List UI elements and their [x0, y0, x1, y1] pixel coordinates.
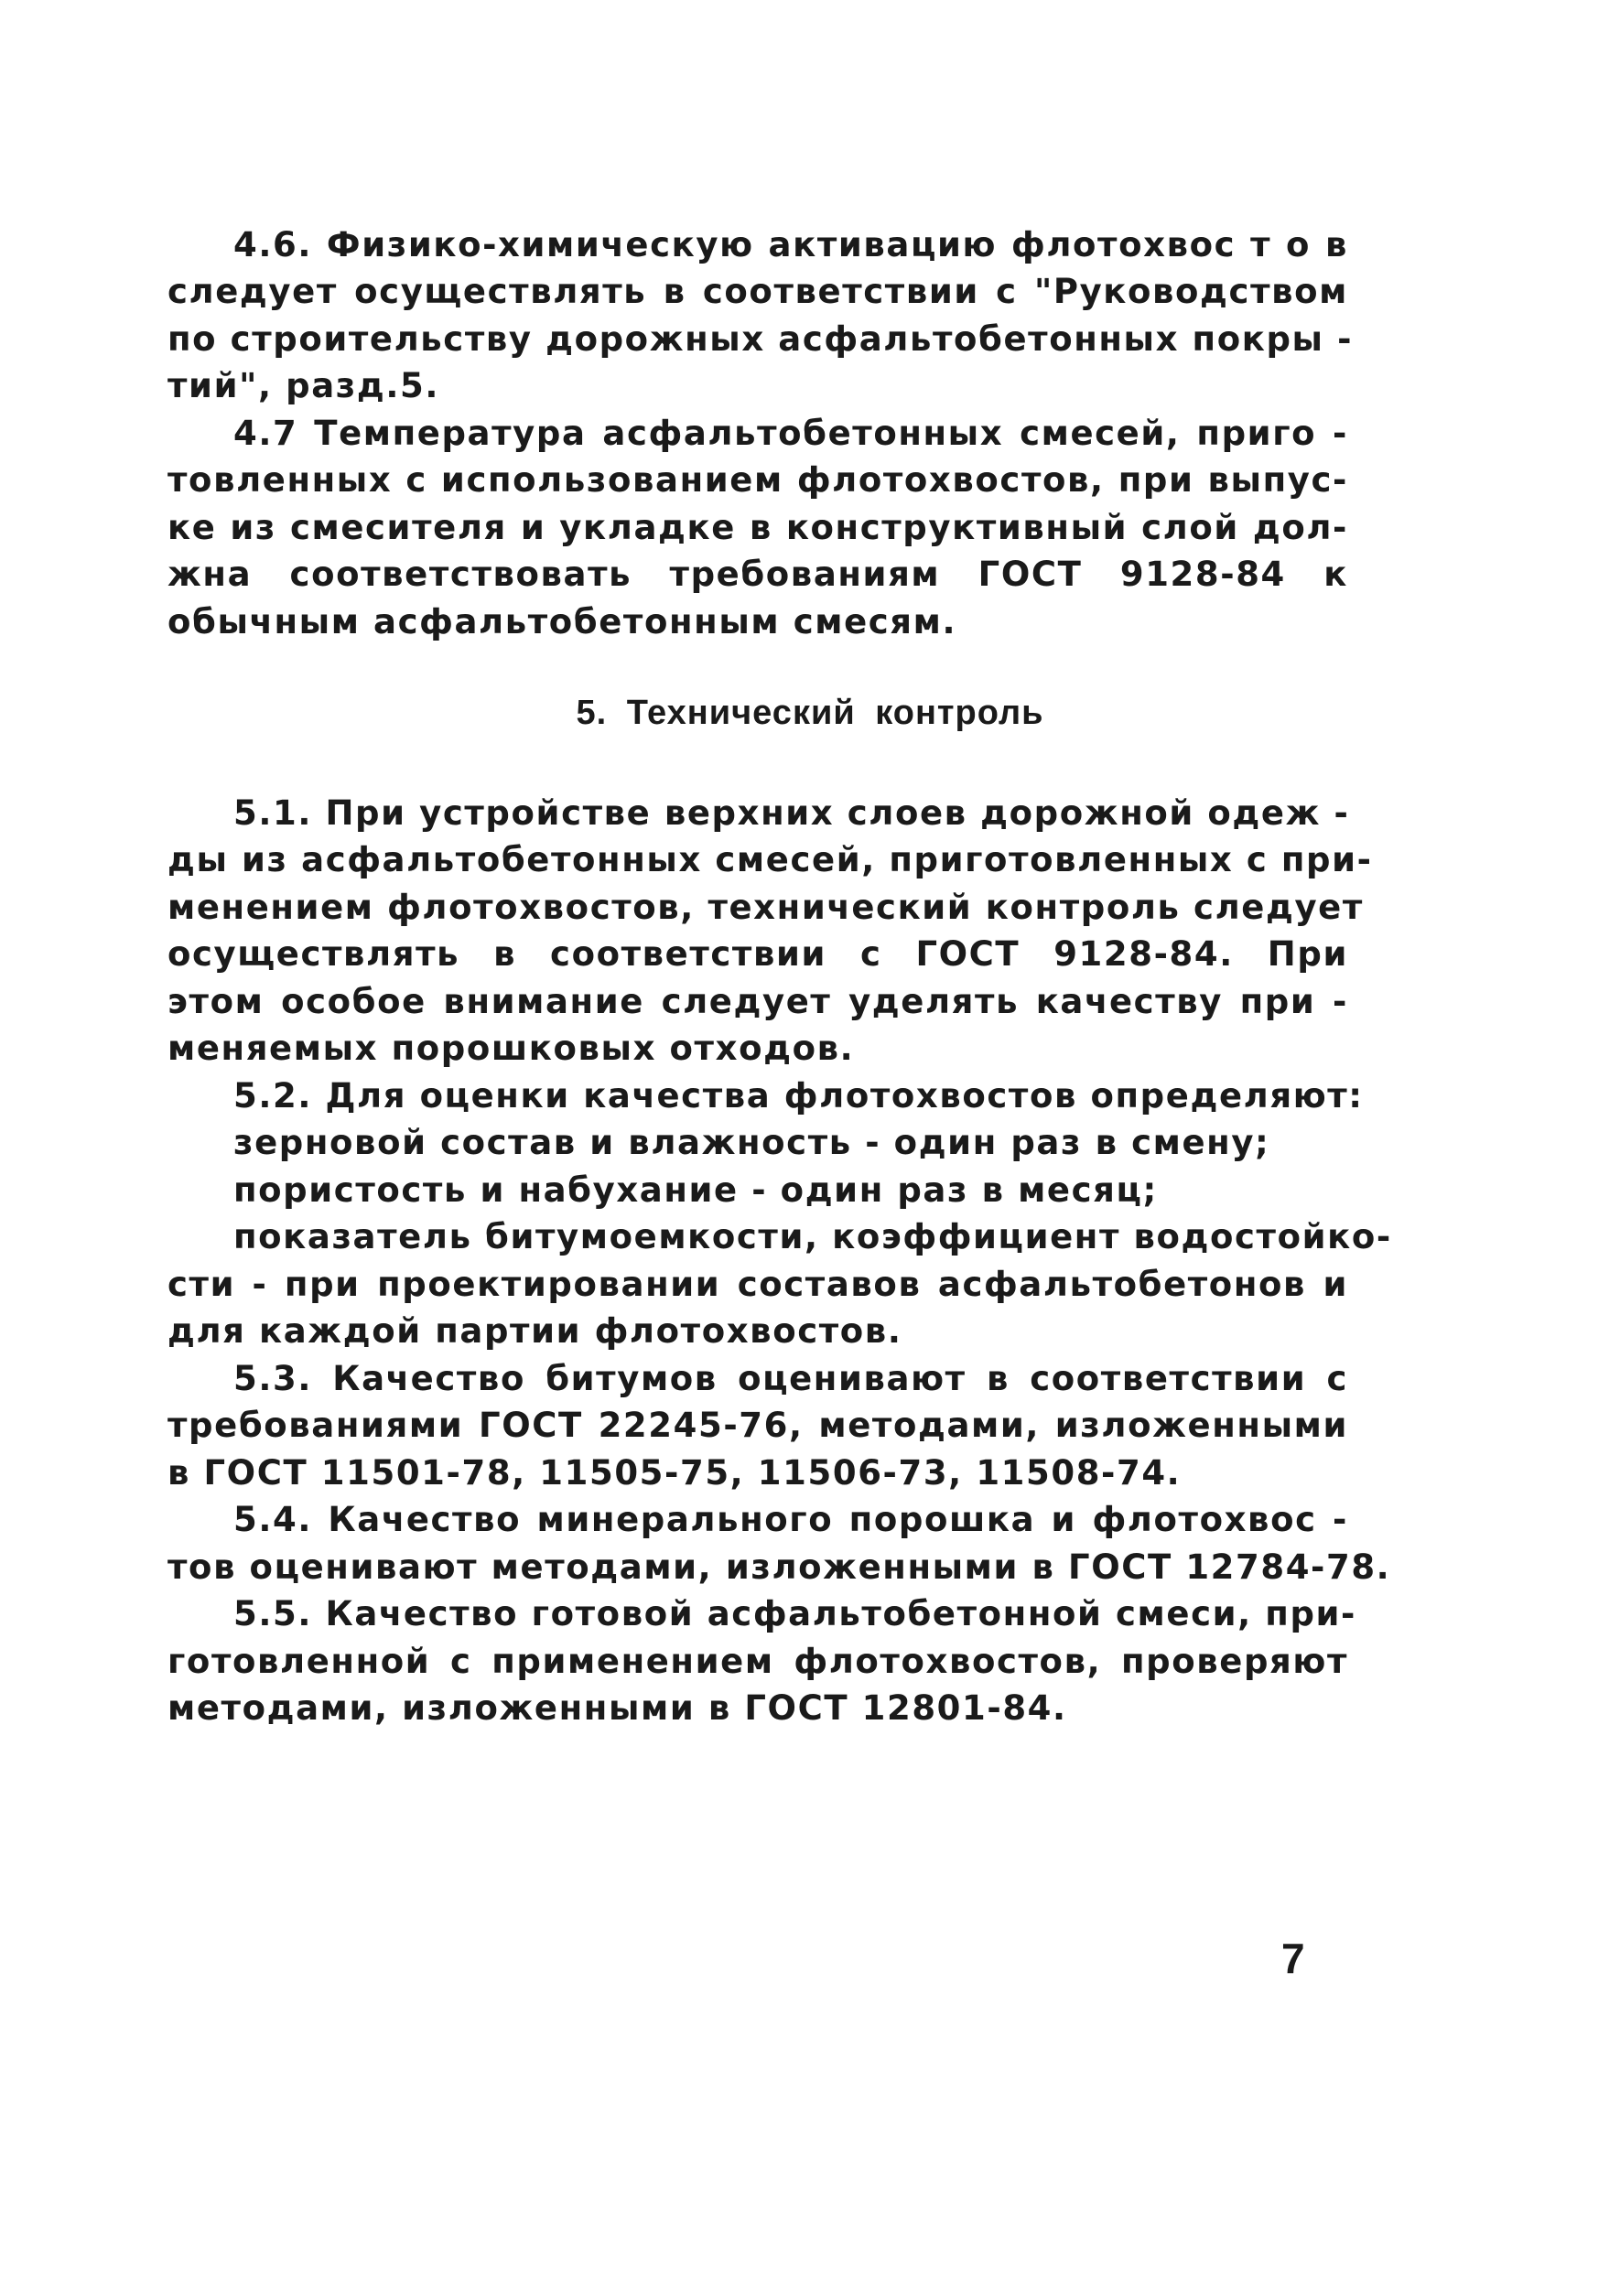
paragraph-4-7-line-1: 4.7 Температура асфальтобетонных смесей, приго - [233, 414, 1348, 453]
section-title: 5. Технический контроль [576, 694, 1044, 732]
paragraph-5-3-line-3: в ГОСТ 11501-78, 11505-75, 11506-73, 11508-74. [167, 1453, 1182, 1493]
paragraph-5-3-line-2: требованиями ГОСТ 22245-76, методами, изложенными [167, 1406, 1348, 1445]
paragraph-5-1-line-3: менением флотохвостов, технический контроль следует [167, 888, 1364, 927]
paragraph-5-1-line-2: ды из асфальтобетонных смесей, приготовленных с при- [167, 840, 1373, 879]
paragraph-5-2-line-3: пористость и набухание - один раз в месяц; [233, 1170, 1158, 1210]
paragraph-4-7-line-4: жна соответствовать требованиям ГОСТ 9128-84 к [167, 555, 1348, 594]
paragraph-5-2-line-5: сти - при проектировании составов асфальтобетонов и [167, 1265, 1348, 1304]
paragraph-5-2-line-6: для каждой партии флотохвостов. [167, 1311, 902, 1351]
paragraph-4-7-line-2: товленных с использованием флотохвостов, при выпус- [167, 460, 1348, 500]
paragraph-5-2-line-2: зерновой состав и влажность - один раз в смену; [233, 1123, 1270, 1162]
paragraph-5-1-line-1: 5.1. При устройстве верхних слоев дорожной одеж - [233, 793, 1350, 833]
paragraph-5-5-line-3: методами, изложенными в ГОСТ 12801-84. [167, 1688, 1067, 1728]
paragraph-5-5-line-2: готовленной с применением флотохвостов, проверяют [167, 1642, 1348, 1681]
paragraph-4-7-line-3: ке из смесителя и укладке в конструктивный слой дол- [167, 508, 1348, 547]
paragraph-5-2-line-1: 5.2. Для оценки качества флотохвостов определяют: [233, 1076, 1364, 1116]
paragraph-4-6-line-3: по строительству дорожных асфальтобетонных покры - [167, 319, 1354, 359]
paragraph-4-7-line-5: обычным асфальтобетонным смесям. [167, 602, 957, 641]
paragraph-5-5-line-1: 5.5. Качество готовой асфальтобетонной смеси, при- [233, 1594, 1357, 1633]
paragraph-5-4-line-2: тов оценивают методами, изложенными в ГОСТ 12784-78. [167, 1547, 1391, 1587]
page-number: 7 [1281, 1935, 1305, 1982]
paragraph-4-6-line-1: 4.6. Физико-химическую активацию флотохвос т о в [233, 225, 1348, 264]
paragraph-5-1-line-4: осуществлять в соответствии с ГОСТ 9128-84. При [167, 934, 1348, 974]
paragraph-4-6-line-4: тий", разд.5. [167, 366, 439, 405]
paragraph-5-3-line-1: 5.3. Качество битумов оценивают в соответствии с [233, 1359, 1348, 1398]
paragraph-5-4-line-1: 5.4. Качество минерального порошка и флотохвос - [233, 1500, 1348, 1539]
paragraph-5-1-line-6: меняемых порошковых отходов. [167, 1029, 855, 1068]
paragraph-5-2-line-4: показатель битумоемкости, коэффициент водостойко- [233, 1217, 1392, 1256]
paragraph-5-1-line-5: этом особое внимание следует уделять качеству при - [167, 982, 1348, 1021]
paragraph-4-6-line-2: следует осуществлять в соответствии с "Руководством [167, 272, 1348, 311]
